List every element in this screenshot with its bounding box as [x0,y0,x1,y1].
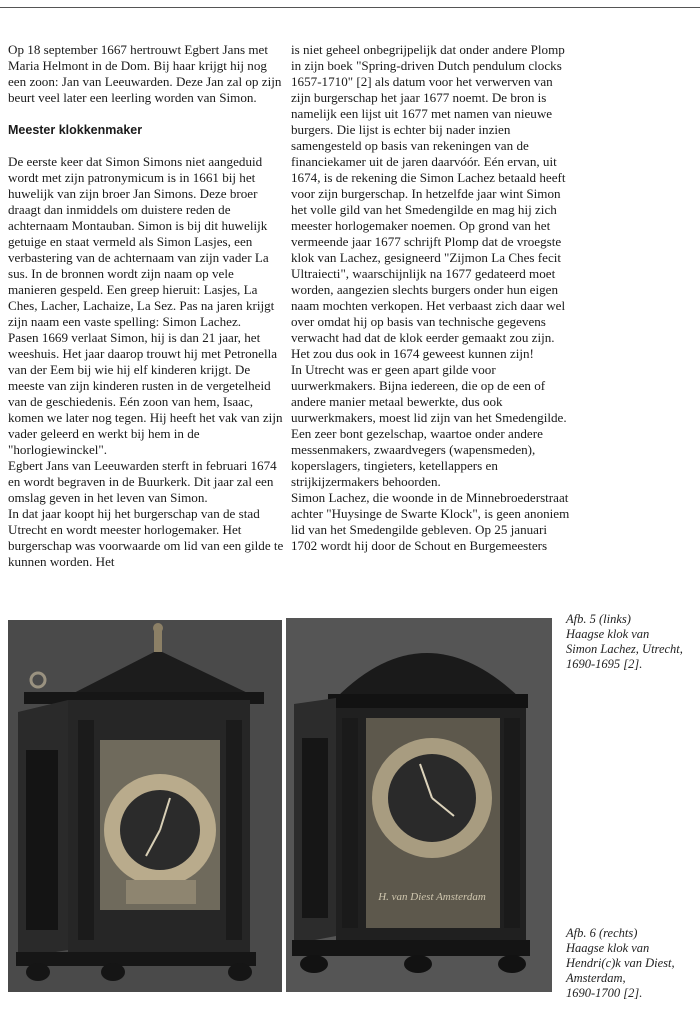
paragraph: Op 18 september 1667 hertrouwt Egbert Jans met Maria Helmont in de Dom. Bij haar krijgt hij nog een zoon: Jan van Leeuwarden. Deze Jan zal op zijn beurt veel later een leerling worden van Simon. [8,42,282,105]
caption-line: Haagse klok van [566,627,650,641]
paragraph: In dat jaar koopt hij het burgerschap van de stad Utrecht en wordt meester horlogemaker. Het burgerschap was voorwaarde om lid van een gilde te kunnen worden. Het [8,506,284,569]
caption-line: Haagse klok van [566,941,650,955]
caption-fig5 [566,612,696,672]
paragraph: Pasen 1669 verlaat Simon, hij is dan 21 jaar, het weeshuis. Het jaar daarop trouwt hij met Petronella van der Eem bij wie hij elf kinderen krijgt. De meeste van zijn kinderen rusten in de vergetelheid van de geschiedenis. Eén zoon van hem, Isaac, komen we later nog tegen. Hij heeft het vak van zijn vader geleerd en werkt bij hem in de "horlogiewinckel". [8,330,283,457]
caption-line: Amsterdam, [566,971,626,985]
clock-photo-van-diest [286,618,552,992]
clock-signature: H. van Diest Amsterdam [378,891,486,903]
paragraph: In Utrecht was er geen apart gilde voor uurwerkmakers. Bijna iedereen, die op de een of andere manier metaal bewerkte, dus ook uurwerkmakers, moest lid zijn van het Smedengilde. Een zeer bont gezelschap, waartoe onder andere messenmakers, zwaardvegers (wapensmeden), koperslagers, tingieters, ketellappers en strijkijzermakers behoorden. [291,362,567,489]
paragraph: is niet geheel onbegrijpelijk dat onder andere Plomp in zijn boek "Spring-driven Dutch pendulum clocks 1657-1710" [2] als datum voor het verwerven van zijn burgerschap het jaar 1677 noemt. De bron is namelijk een lijst uit 1677 met namen van nieuwe burgers. Die lijst is echter bij nader inzien samengesteld op basis van rekeningen van de financiekamer uit de jaren daarvóór. Eén ervan, uit 1674, is de rekening die Simon Lachez betaald heeft voor zijn burgerschap. In hetzelfde jaar wint Simon het volle gild van het Smedengilde en mag hij zich meester horlogemaker noemen. Op grond van het vermeende jaar 1677 schrijft Plomp dat de vroegste klok van Lachez, gesigneerd "Zijmon La Ches fecit Ultraiecti", waarschijnlijk na 1677 gedateerd moet worden, aangezien slechts burgers onder hun eigen naam mochten verkopen. Het verbaast zich daar wel over omdat hij op basis van technische gegevens verwacht had dat de klok eerder gemaakt zou zijn. Het zou dus ook in 1674 geweest kunnen zijn! [291,42,566,361]
left-column [8,42,284,570]
caption-fig6 [566,926,696,1001]
section-heading: Meester klokkenmaker [8,123,143,137]
paragraph: Egbert Jans van Leeuwarden sterft in februari 1674 en wordt begraven in de Buurkerk. Dit jaar zal een omslag geven in het leven van Simon. [8,458,277,505]
clock-lachez-illustration [8,620,282,992]
paragraph: De eerste keer dat Simon Simons niet aangeduid wordt met zijn patronymicum is in 1661 bij het huwelijk van zijn broer Jan Simons. Deze broer draagt dan inmiddels om duistere reden de achternaam Montauban. Simon is bij dit huwelijk getuige en staat vermeld als Simon Lasjes, een verbastering van de achternaam van zijn vader La sus. In de bronnen wordt zijn naam op vele manieren gespeld. Een greep hieruit: Lasjes, La Ches, Lacher, Lachaize, La Sez. Pas na jaren krijgt zijn naam een vaste spelling: Simon Lachez. [8,154,275,329]
clock-van-diest-illustration [286,618,552,992]
clock-photo-lachez [8,620,282,992]
caption-line: Simon Lachez, Utrecht, [566,642,683,656]
right-column [291,42,571,554]
caption-line: Afb. 5 (links) [566,612,631,626]
caption-line: Afb. 6 (rechts) [566,926,638,940]
caption-line: 1690-1695 [2]. [566,657,643,671]
caption-line: Hendri(c)k van Diest, [566,956,675,970]
top-rule [0,7,700,8]
caption-line: 1690-1700 [2]. [566,986,643,1000]
paragraph: Simon Lachez, die woonde in de Minnebroederstraat achter "Huysinge de Swarte Klock", is geen anoniem lid van het Smedengilde gebleven. Op 25 januari 1702 wordt hij door de Schout en Burgemeesters [291,490,570,553]
